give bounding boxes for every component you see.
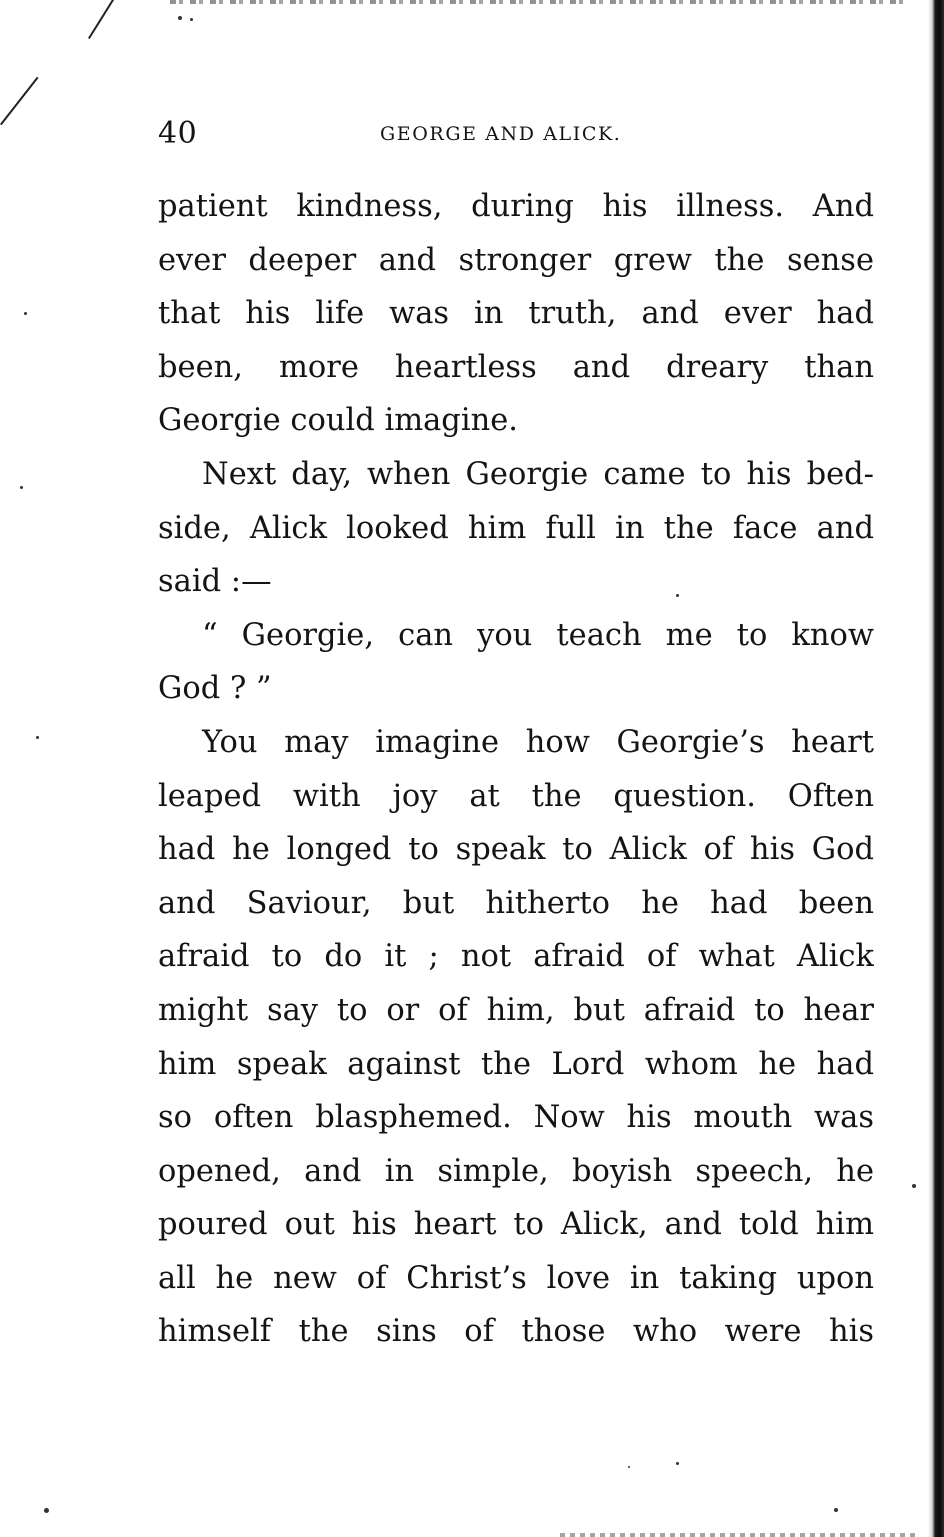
text-line: said :— <box>158 564 272 600</box>
scan-edge-top <box>170 0 910 4</box>
text-line: that his life was in truth, and ever had <box>158 296 874 332</box>
text-line: Next day, when Georgie came to his bed- <box>202 456 874 492</box>
scan-speck <box>190 18 193 21</box>
text-line: side, Alick looked him full in the face and <box>158 510 874 546</box>
text-line: Georgie could imagine. <box>158 403 518 439</box>
text-line: God ? ” <box>158 671 272 707</box>
text-line: opened, and in simple, boyish speech, he <box>158 1153 874 1189</box>
scan-speck <box>24 312 27 315</box>
scan-speck <box>44 1508 49 1513</box>
text-line: You may imagine how Georgie’s heart <box>202 724 874 760</box>
scan-speck <box>178 16 182 20</box>
text-line: ever deeper and stronger grew the sense <box>158 242 874 278</box>
scan-edge-bottom <box>560 1533 920 1537</box>
scan-edge-right <box>928 0 944 1537</box>
text-line: leaped with joy at the question. Often <box>158 778 874 814</box>
scan-speck <box>628 1466 630 1468</box>
text-line: been, more heartless and dreary than <box>158 349 874 385</box>
scan-speck <box>20 486 23 489</box>
scan-speck <box>676 1462 679 1465</box>
running-head <box>158 114 874 154</box>
text-line: poured out his heart to Alick, and told him <box>158 1207 874 1243</box>
running-title: GEORGE AND ALICK. <box>380 123 622 145</box>
scan-speck <box>36 736 39 739</box>
body-text <box>158 180 874 1359</box>
text-line: him speak against the Lord whom he had <box>158 1046 874 1082</box>
text-line: so often blasphemed. Now his mouth was <box>158 1100 874 1136</box>
text-line: afraid to do it ; not afraid of what Alick <box>158 939 874 975</box>
scan-speck <box>912 1184 916 1188</box>
scan-mark <box>0 77 39 126</box>
scan-mark <box>88 0 115 39</box>
text-line: might say to or of him, but afraid to hear <box>158 992 874 1028</box>
text-line: “ Georgie, can you teach me to know <box>202 617 874 653</box>
text-line: all he new of Christ’s love in taking upon <box>158 1260 874 1296</box>
text-line: patient kindness, during his illness. And <box>158 189 874 224</box>
scan-speck <box>834 1508 838 1512</box>
text-line: had he longed to speak to Alick of his God <box>158 832 874 868</box>
text-line: himself the sins of those who were his <box>158 1314 874 1350</box>
page-number: 40 <box>158 116 198 151</box>
text-line: and Saviour, but hitherto he had been <box>158 885 874 921</box>
